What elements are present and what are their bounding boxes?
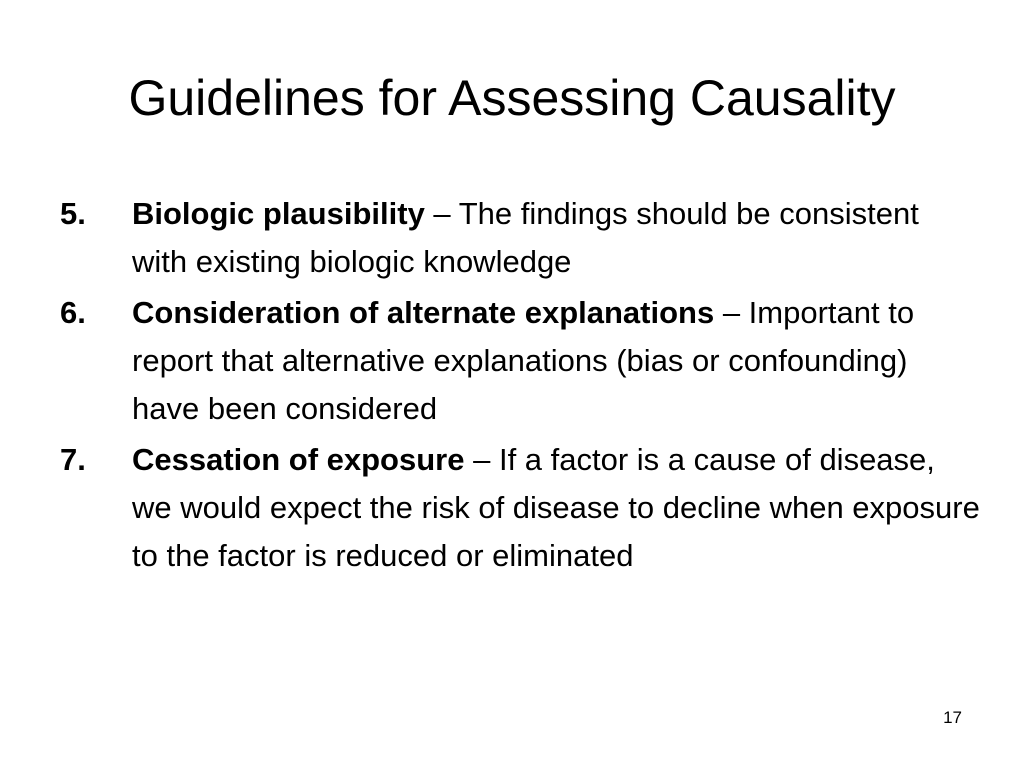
guideline-list — [60, 190, 980, 583]
list-item-number: 6. — [60, 295, 86, 330]
page-number: 17 — [943, 708, 962, 727]
slide-title: Guidelines for Assessing Causality — [128, 70, 896, 126]
list-item-description: – Important to report that alternative explanations (bias or confounding) have been considered — [132, 295, 915, 426]
list-item — [60, 289, 980, 433]
list-item-description: – The findings should be consistent with existing biologic knowledge — [132, 196, 919, 279]
list-item-number: 5. — [60, 196, 86, 231]
list-item-number: 7. — [60, 442, 86, 477]
list-item-description: – If a factor is a cause of disease, we would expect the risk of disease to decline when exposure to the factor is reduced or eliminated — [132, 442, 980, 573]
list-item-term: Cessation of exposure — [132, 442, 465, 477]
list-item — [60, 436, 980, 580]
list-item-term: Consideration of alternate explanations — [132, 295, 715, 330]
list-item-term: Biologic plausibility — [132, 196, 425, 231]
list-item — [60, 190, 980, 286]
